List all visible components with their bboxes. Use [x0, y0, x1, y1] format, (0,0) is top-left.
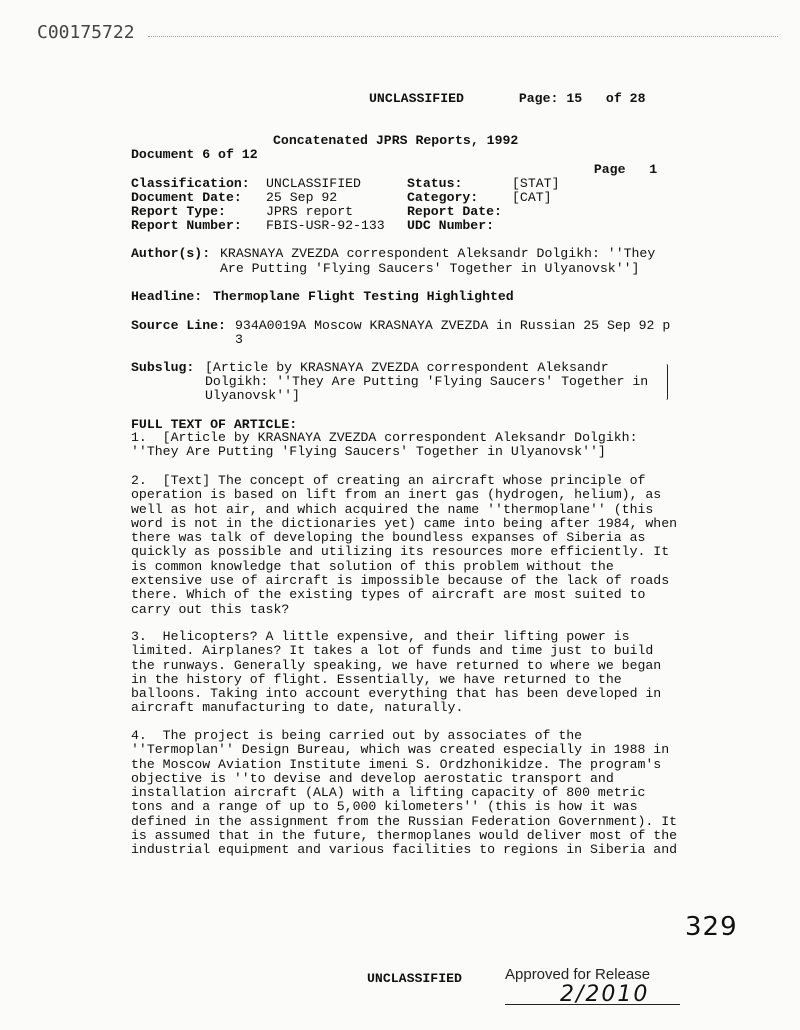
classification-footer: UNCLASSIFIED: [367, 971, 462, 986]
meta-value: JPRS report: [266, 204, 354, 219]
page-counter: [503, 76, 645, 106]
meta-label: Classification:: [131, 176, 250, 191]
dotted-rule: [148, 36, 778, 37]
meta-label: Report Type:: [131, 204, 226, 219]
meta-label: Report Number:: [131, 218, 242, 233]
text-line: limited. Airplanes? It takes a lot of funds and time just to build: [131, 643, 654, 659]
report-title: Concatenated JPRS Reports, 1992: [273, 133, 519, 148]
text-line: there was talk of developing the boundless expanses of Siberia as: [131, 530, 646, 546]
text-line: word is not in the dictionaries yet) came into being after 1984, when: [131, 515, 678, 531]
text-line: the Moscow Aviation Institute imeni S. Ordzhonikidze. The program's: [131, 756, 662, 772]
author-line: Are Putting 'Flying Saucers' Together in Ulyanovsk'']: [220, 261, 640, 276]
full-text-label: FULL TEXT OF ARTICLE:: [131, 417, 298, 432]
headline-text: Thermoplane Flight Testing Highlighted: [213, 289, 514, 304]
meta-value: UNCLASSIFIED: [266, 176, 361, 191]
text-line: quickly as possible and utilizing its resources more efficiently. It: [131, 544, 670, 560]
meta-value: FBIS-USR-92-133: [266, 218, 385, 233]
meta-value: 25 Sep 92: [266, 190, 338, 205]
text-line: ''They Are Putting 'Flying Saucers' Together in Ulyanovsk'']: [131, 444, 606, 460]
document-page: [578, 147, 657, 177]
text-line: 2. [Text] The concept of creating an aircraft whose principle of: [131, 473, 646, 488]
meta-label: Category:: [407, 190, 479, 205]
page-total: 28: [629, 91, 646, 106]
paragraph-4: [131, 729, 691, 858]
meta-value: [STAT]: [512, 176, 560, 191]
approval-date: 2/2010: [560, 982, 650, 1007]
subslug-line: Ulyanovsk'']: [205, 388, 300, 403]
source-line-text: 3: [235, 332, 243, 347]
page-number: 15: [566, 91, 583, 106]
document-page-label: Page: [593, 162, 626, 177]
subslug-label: Subslug:: [131, 360, 195, 375]
text-line: industrial equipment and various facilities to regions in Siberia and: [131, 842, 678, 858]
text-line: ''Termoplan'' Design Bureau, which was created especially in 1988 in: [131, 742, 670, 758]
classification-header: UNCLASSIFIED: [369, 91, 464, 106]
approval-underline: [505, 1004, 680, 1005]
meta-label: Report Date:: [407, 204, 502, 219]
text-line: balloons. Taking into account everything that has been developed in: [131, 686, 662, 702]
text-line: the runways. Generally speaking, we have returned to where we began: [131, 657, 662, 673]
source-line-text: 934A0019A Moscow KRASNAYA ZVEZDA in Russian 25 Sep 92 p: [235, 318, 671, 333]
meta-label: Status:: [407, 176, 463, 191]
text-line: 4. The project is being carried out by associates of the: [131, 728, 583, 743]
of-label: of: [605, 91, 622, 106]
text-line: carry out this task?: [131, 601, 290, 617]
text-line: there. Which of the existing types of aircraft are most suited to: [131, 587, 646, 603]
text-line: 3. Helicopters? A little expensive, and their lifting power is: [131, 629, 630, 644]
source-line-label: Source Line:: [131, 318, 226, 333]
document-counter: Document 6 of 12: [131, 147, 258, 162]
text-line: 1. [Article by KRASNAYA ZVEZDA correspondent Aleksandr Dolgikh:: [131, 430, 638, 445]
text-line: operation is based on lift from an inert gas (hydrogen, helium), as: [131, 487, 662, 503]
meta-label: UDC Number:: [407, 218, 495, 233]
subslug-line: Dolgikh: ''They Are Putting 'Flying Saucers' Together in: [205, 374, 649, 389]
text-line: installation aircraft (ALA) with a lifting capacity of 800 metric: [131, 785, 646, 801]
document-page-number: 1: [649, 162, 658, 177]
author-line: KRASNAYA ZVEZDA correspondent Aleksandr Dolgikh: ''They: [220, 246, 656, 261]
author-label: Author(s):: [131, 246, 211, 261]
text-line: extensive use of aircraft is impossible because of the lack of roads: [131, 573, 670, 589]
paragraph-1: [131, 431, 691, 460]
page-label: Page:: [518, 91, 559, 106]
text-line: aircraft manufacturing to date, naturally.: [131, 700, 464, 716]
text-line: is assumed that in the future, thermoplanes would deliver most of the: [131, 828, 678, 844]
subslug-line: [Article by KRASNAYA ZVEZDA correspondent Aleksandr: [205, 360, 609, 375]
text-line: in the history of flight. Essentially, we have returned to the: [131, 671, 622, 687]
handwritten-page-number: 329: [685, 912, 738, 942]
text-line: defined in the assignment from the Russian Federation Government). It: [131, 813, 678, 829]
document-control-number: C00175722: [37, 22, 135, 43]
text-line: tons and a range of up to 5,000 kilometers'' (this is how it was: [131, 799, 638, 815]
headline-label: Headline:: [131, 289, 203, 304]
meta-value: [CAT]: [512, 190, 552, 205]
text-line: well as hot air, and which acquired the name ''thermoplane'' (this: [131, 501, 654, 517]
text-line: objective is ''to devise and develop aerostatic transport and: [131, 770, 614, 786]
paragraph-3: [131, 630, 691, 716]
margin-bracket-mark: [663, 364, 668, 400]
meta-label: Document Date:: [131, 190, 242, 205]
paragraph-2: [131, 474, 691, 617]
text-line: is common knowledge that solution of this problem without the: [131, 558, 614, 574]
approval-stamp: Approved for Release: [505, 966, 651, 983]
